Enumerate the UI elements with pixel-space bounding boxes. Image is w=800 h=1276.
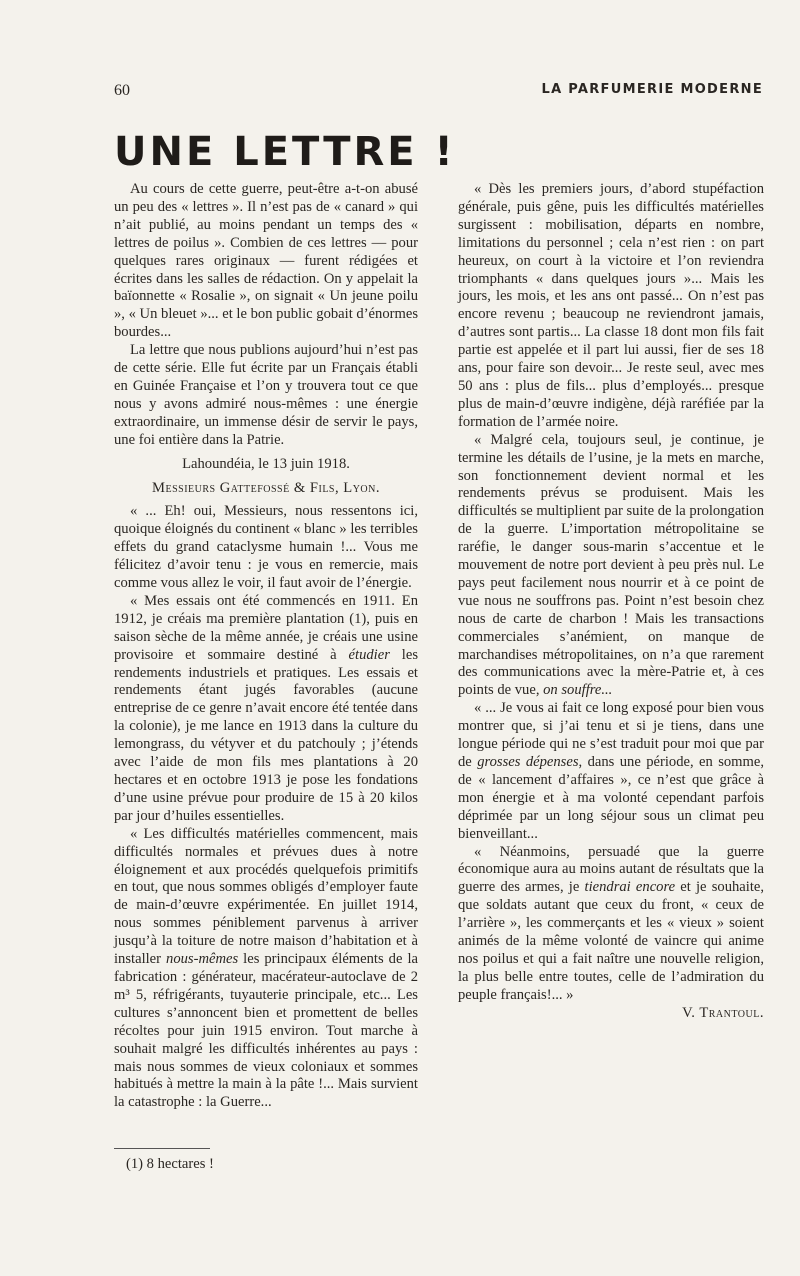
intro-paragraph: La lettre que nous publions aujourd’hui n’est pas de cette série. Elle fut écrite par un Français établi en Guinée Française et l’on y trouvera tout ce que nous y avons admiré nous-mêmes : une énergie extraordinaire, un immense désir de servir le pays, une foi entière dans la Patrie. bbox=[114, 342, 418, 448]
text-run: les rendements industriels et pratiques. Les essais et rendements étant jugés favorables (aucune entreprise de ce genre n’avait encore été tentée dans la colonie), je me lance en 1913 dans la culture du lemongrass, du vétyver et du patchouly ; j’étends avec l’aide de mon fils mes plantations à 20 hectares et en octobre 1913 je pose les fondations d’une usine prévue pour produire de 15 à 20 kilos par jour d’huiles essentielles. bbox=[114, 646, 418, 824]
text-run: « Malgré cela, toujours seul, je continue, je termine les détails de l’usine, je la mets en marche, son fonctionnement devient normal et les rendements prévus se produisent. Mais les difficultés se multiplient par suite de la prolongation de la guerre. L’importation métropolitaine se raréfie, le danger sous-marin s’accentue et le mouvement de notre port devient à peu près nul. Le pays peut facilement nous nourrir et à ce point de vue nous ne souffrons pas. Point n’est besoin chez nous de carte de charbon ! Mais les transactions commerciales s’anémient, on manque de marchandises métropolitaines, on n’a que rarement des communications avec la mère-Patrie et, à ces points de vue, bbox=[458, 431, 764, 699]
letter-paragraph bbox=[458, 700, 764, 843]
footnote: (1) 8 hectares ! bbox=[126, 1156, 214, 1172]
letter-paragraph bbox=[114, 593, 418, 826]
emphasis: nous-mêmes bbox=[166, 951, 239, 968]
letter-paragraph bbox=[458, 844, 764, 1005]
letter-dateline: Lahoundéia, le 13 juin 1918. bbox=[182, 455, 350, 472]
text-run: , dans une période, en somme, de « lancement d’affaires », ce n’est que grâce à mon énergie et à ma volonté cependant parfois déprimée par un long séjour sous un climat peu bienveillant... bbox=[458, 754, 765, 842]
letter-paragraph: « Dès les premiers jours, d’abord stupéfaction générale, puis gêne, puis les difficultés matérielles surgissent : mobilisation, départs en nombre, limitations du personnel ; cela n’est rien : on part heureux, on court à la victoire et l’on reviendra triomphants « dans quelques jours »... Mais les jours, les mois, et les ans ont passé... On n’est pas encore revenu ; beaucoup ne reviendront jamais, d’autres sont partis... La classe 18 dont mon fils fait partie est appelée et il part lui aussi, fier de ses 18 ans, pour faire son devoir... Je reste seul, avec mes 50 ans : plus de fils... plus d’employés... presque plus de main-d’œuvre indigène, déjà raréfiée par la formation de l’armée noire. bbox=[458, 181, 764, 430]
letter-salutation: Messieurs Gattefossé & Fils, Lyon. bbox=[151, 479, 381, 496]
text-run: « Les difficultés matérielles commencent, mais difficultés normales et prévues dues à notre éloignement et aux procédés quelquefois primitifs en tout, que nous sommes obligés d’employer faute de main-d’œuvre expérimentée. En juillet 1914, nous sommes péniblement parvenus à arriver jusqu’à la toiture de notre maison d’habitation et à installer bbox=[114, 825, 418, 968]
letter-paragraph bbox=[458, 432, 764, 701]
page-number: 60 bbox=[114, 82, 130, 99]
text-run: « ... Je vous ai fait ce long exposé pour bien vous montrer que, si j’ai tenu et si je tiens, dans une longue période qui ne s’est traduit pour moi que par de bbox=[458, 700, 764, 770]
letter-signature: V. Trantoul. bbox=[682, 1004, 764, 1021]
text-run: les principaux éléments de la fabrication : générateur, macérateur-autoclave de 2 m³ 5, réfrigérants, tuyauterie principale, etc... Les cultures s’annoncent bien et promettent de belles récoltes pour juin 1915 environ. Tout marche à souhait malgré les difficultés inhérentes au pays : mais nous sommes de vieux coloniaux et sommes habitués à mettre la main à la pâte !... Mais survient la catastrophe : la Guerre... bbox=[114, 951, 418, 1111]
emphasis: grosses dépenses bbox=[477, 754, 579, 770]
text-run: « Mes essais ont été commencés en 1911. En 1912, je créais ma première plantation (1), puis en saison sèche de la même année, je créais une usine provisoire et sommaire destiné à bbox=[114, 592, 418, 663]
text-run: et je souhaite, que soldats autant que ceux du front, « ceux de l’arrière », les commerçants et les « vieux » soient animés de la même volonté de vaincre qui anime nos poilus et qui a fait naître une nouvelle religion, la plus belle entre toutes, celle de l’admiration du peuple français!... » bbox=[458, 879, 765, 1003]
emphasis: étudier bbox=[348, 646, 390, 663]
article-column-right bbox=[458, 181, 764, 1023]
emphasis: on souffre... bbox=[543, 682, 613, 699]
article-title: UNE LETTRE ! bbox=[114, 129, 456, 175]
journal-title: LA PARFUMERIE MODERNE bbox=[541, 82, 763, 97]
emphasis: tiendrai encore bbox=[584, 879, 676, 896]
text-run: « Néanmoins, persuadé que la guerre économique aura au moins autant de résultats que la guerre des armes, je bbox=[458, 843, 764, 896]
running-header bbox=[114, 82, 763, 102]
footnote-divider bbox=[114, 1148, 210, 1149]
intro-paragraph: Au cours de cette guerre, peut-être a-t-on abusé un peu des « lettres ». Il n’est pas de « canard » qui n’ait publié, au moins pendant un temps des « lettres de poilus ». Combien de ces lettres — pour quelques rares originaux — furent rédigées et écrites dans les salles de rédaction. On y appelait la baïonnette « Rosalie », on signait « Un jeune poilu », « Un bleuet »... et le bon public gobait d’énormes bourdes... bbox=[114, 181, 418, 341]
letter-paragraph bbox=[114, 826, 418, 1113]
letter-paragraph: « ... Eh! oui, Messieurs, nous ressentons ici, quoique éloignés du continent « blanc » les terribles effets du grand cataclysme humain !... Vous me félicitez d’avoir tenu : je vous en remercie, mais comme vous allez le voir, il faut avoir de l’énergie. bbox=[114, 503, 418, 592]
article-column-left bbox=[114, 181, 418, 1112]
